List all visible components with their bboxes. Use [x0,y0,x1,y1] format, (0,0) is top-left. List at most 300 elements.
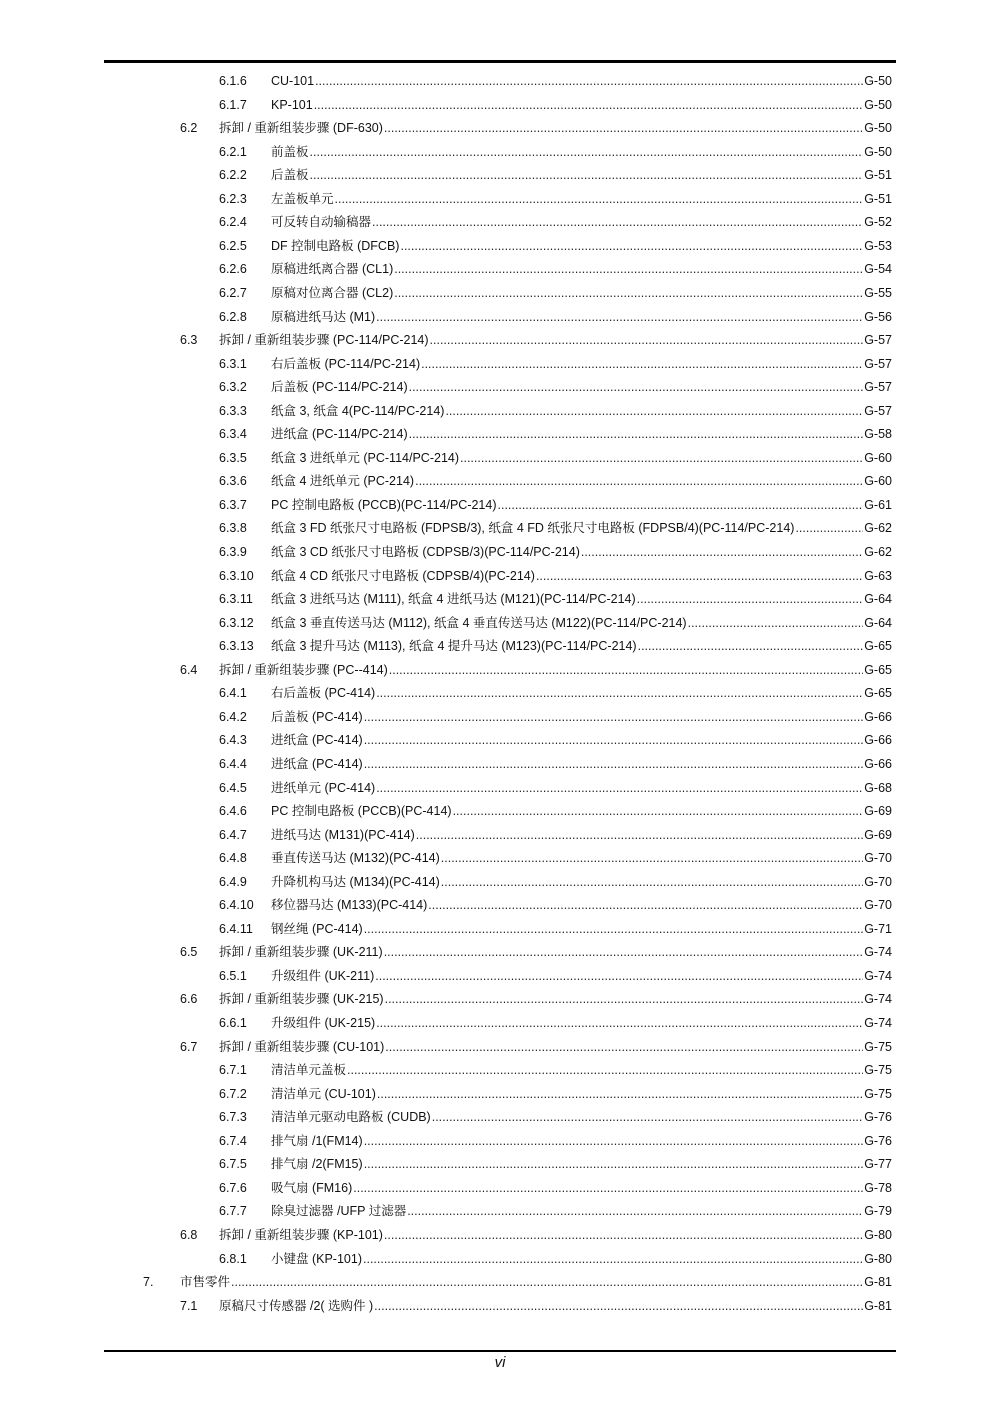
toc-entry-number: 6.4.10 [219,898,254,913]
toc-entry-line [271,235,892,258]
toc-entry-number: 6.3.7 [219,497,247,512]
toc-entry-page: G-69 [864,827,892,842]
toc-entry-title: 拆卸 / 重新组装步骤 (KP-101) [219,1227,383,1242]
toc-entry[interactable] [0,258,1000,281]
toc-entry-number: 6.3.9 [219,545,247,559]
toc-entry-number: 6.7.5 [219,1157,247,1172]
toc-entry-number: 6.3.4 [219,427,247,442]
toc-dot-leader [314,94,864,117]
toc-dot-leader [407,1200,863,1223]
toc-entry-page: G-57 [864,403,892,418]
toc-entry-line [271,871,892,894]
toc-entry-title: 左盖板单元 [271,191,334,206]
toc-entry-title: 垂直传送马达 (M132)(PC-414) [271,851,440,866]
toc-entry-page: G-60 [864,474,892,489]
toc-dot-leader [688,612,864,635]
toc-entry-number: 6.7.2 [219,1086,247,1101]
toc-entry[interactable] [0,164,1000,187]
toc-entry-line [271,282,892,305]
toc-entry[interactable] [0,1083,1000,1106]
toc-entry-title: 升降机构马达 (M134)(PC-414) [271,874,440,889]
toc-entry[interactable] [0,659,1000,682]
toc-dot-leader [310,141,864,164]
toc-entry-number: 6.1.7 [219,97,247,112]
toc-dot-leader [638,635,864,658]
toc-entry[interactable] [0,400,1000,423]
toc-entry[interactable] [0,211,1000,234]
toc-entry-line [271,1177,892,1200]
toc-entry[interactable] [0,376,1000,399]
toc-entry-number: 6.3.3 [219,403,247,418]
toc-entry-page: G-65 [864,639,892,654]
toc-entry-number: 6.7.1 [219,1063,247,1078]
toc-entry-line [271,1153,892,1176]
toc-entry-number: 6.3.10 [219,568,254,583]
toc-entry-number: 6.4.6 [219,804,247,819]
toc-entry[interactable] [0,188,1000,211]
toc-dot-leader [374,1295,863,1318]
toc-entry-number: 6.2.5 [219,238,247,253]
toc-entry-number: 6.2.8 [219,309,247,324]
toc-entry-line [271,588,892,611]
toc-entry[interactable] [0,1271,1000,1294]
toc-entry[interactable] [0,235,1000,258]
toc-entry-number: 6.6.1 [219,1016,247,1030]
toc-entry-title: 纸盒 3 FD 纸张尺寸电路板 (FDPSB/3), 纸盒 4 FD 纸张尺寸电路板 (FDPSB/4)(PC-114/PC-214) [271,521,795,536]
toc-dot-leader [421,353,863,376]
toc-entry-line [271,824,892,847]
toc-entry[interactable] [0,447,1000,470]
toc-entry-number: 6.5.1 [219,968,247,983]
toc-entry-page: G-54 [864,262,892,277]
toc-entry-number: 6.7.3 [219,1110,247,1125]
toc-entry[interactable] [0,1059,1000,1082]
toc-entry-line [271,470,892,493]
toc-entry[interactable] [0,282,1000,305]
toc-entry-number: 6.2.7 [219,285,247,300]
toc-entry-page: G-70 [864,851,892,866]
toc-entry-number: 6.3.6 [219,474,247,489]
toc-entry-number: 6.4.2 [219,709,247,724]
toc-entry-page: G-74 [864,968,892,983]
toc-entry-page: G-50 [864,121,892,136]
toc-dot-leader [432,1106,863,1129]
toc-entry-title: 可反转自动输稿器 [271,215,372,230]
toc-entry[interactable] [0,1106,1000,1129]
toc-entry-number: 6.4.3 [219,733,247,748]
toc-dot-leader [315,70,863,93]
page-number: vi [494,1354,506,1371]
toc-entry-line [271,94,892,117]
toc-entry-number: 6.4.4 [219,756,247,771]
toc-entry-number: 6.2.2 [219,168,247,183]
toc-entry-page: G-75 [864,1063,892,1078]
toc-entry-number: 6.7.7 [219,1204,247,1219]
toc-entry-page: G-62 [864,521,892,536]
toc-entry[interactable] [0,1012,1000,1035]
toc-entry-page: G-64 [864,592,892,607]
toc-entry-page: G-66 [864,709,892,724]
toc-entry-number: 6.3 [180,333,198,348]
toc-entry-title: 拆卸 / 重新组装步骤 (DF-630) [219,121,383,136]
toc-entry-line [219,1224,892,1247]
toc-dot-leader [376,1012,863,1035]
toc-dot-leader [445,400,863,423]
toc-entry-page: G-50 [864,74,892,88]
toc-entry-page: G-51 [864,191,892,206]
toc-entry-title: 纸盒 3 进纸马达 (M111), 纸盒 4 进纸马达 (M121)(PC-114/PC-214) [271,592,636,607]
toc-entry-number: 6.7.6 [219,1180,247,1195]
footer-rule [104,1350,896,1352]
toc-entry[interactable] [0,70,1000,93]
toc-entry-page: G-80 [864,1227,892,1242]
toc-dot-leader [498,494,864,517]
toc-entry-line [271,188,892,211]
toc-entry-number: 6.8 [180,1227,198,1242]
toc-entry-title: 纸盒 3 提升马达 (M113), 纸盒 4 提升马达 (M123)(PC-114/PC-214) [271,639,637,654]
header-rule [104,60,896,63]
toc-entry[interactable] [0,1177,1000,1200]
toc-entry-line [271,1083,892,1106]
toc-dot-leader [384,1224,863,1247]
toc-entry[interactable] [0,1153,1000,1176]
toc-entry-title: 清洁单元驱动电路板 (CUDB) [271,1110,431,1125]
toc-entry-number: 6.3.13 [219,639,254,654]
toc-entry-line [271,1200,892,1223]
toc-entry[interactable] [0,94,1000,117]
toc-entry-number: 6.2.4 [219,215,247,230]
toc-entry-page: G-60 [864,450,892,465]
toc-entry-number: 6.4.8 [219,851,247,866]
toc-entry-title: 进纸盒 (PC-414) [271,733,363,748]
toc-entry-line [271,682,892,705]
toc-entry-page: G-64 [864,615,892,630]
toc-entry-page: G-76 [864,1110,892,1125]
toc-entry-title: 右后盖板 (PC-414) [271,686,376,701]
toc-entry[interactable] [0,141,1000,164]
toc-entry[interactable] [0,517,1000,540]
toc-dot-leader [384,117,863,140]
toc-dot-leader [409,376,864,399]
toc-entry-number: 6.1.6 [219,74,247,88]
toc-entry-title: 排气扇 /2(FM15) [271,1157,363,1172]
toc-dot-leader [394,282,863,305]
toc-entry-title: 纸盒 4 进纸单元 (PC-214) [271,474,415,489]
toc-entry-number: 6.4.7 [219,827,247,842]
toc-dot-leader [364,1130,864,1153]
toc-entry-title: 吸气扇 (FM16) [271,1180,353,1195]
toc-entry-line [271,1106,892,1129]
toc-entry-number: 6.3.11 [219,592,253,607]
toc-dot-leader [795,517,863,540]
toc-entry[interactable] [0,329,1000,352]
toc-entry-title: PC 控制电路板 (PCCB)(PC-114/PC-214) [271,497,497,512]
toc-entry[interactable] [0,588,1000,611]
toc-entry-number: 6.6 [180,992,198,1007]
toc-dot-leader [430,329,864,352]
toc-dot-leader [409,423,864,446]
toc-entry-page: G-56 [864,309,892,324]
toc-entry-number: 6.2.3 [219,191,247,206]
toc-entry-line [271,612,892,635]
toc-entry-line [271,635,892,658]
toc-entry-line [219,941,892,964]
toc-entry-title: 原稿进纸离合器 (CL1) [271,262,394,277]
toc-entry[interactable] [0,612,1000,635]
toc-entry-line [219,659,892,682]
toc-entry[interactable] [0,306,1000,329]
toc-dot-leader [310,164,864,187]
toc-entry[interactable] [0,494,1000,517]
toc-entry-line [180,1271,892,1294]
toc-entry-title: 升级组件 (UK-215) [271,1016,376,1030]
toc-entry-title: 后盖板 [271,168,309,183]
toc-entry[interactable] [0,777,1000,800]
toc-dot-leader [364,753,864,776]
toc-entry-page: G-69 [864,804,892,819]
toc-entry-page: G-74 [864,1016,892,1030]
toc-dot-leader [364,729,864,752]
toc-entry[interactable] [0,941,1000,964]
toc-dot-leader [415,470,863,493]
toc-entry-title: 排气扇 /1(FM14) [271,1133,363,1148]
toc-entry-title: 纸盒 3 垂直传送马达 (M112), 纸盒 4 垂直传送马达 (M122)(PC-114/PC-214) [271,615,687,630]
toc-dot-leader [385,1036,863,1059]
toc-dot-leader [394,258,863,281]
toc-dot-leader [347,1059,863,1082]
toc-entry-line [271,517,892,540]
toc-entry-page: G-57 [864,356,892,371]
toc-entry-page: G-63 [864,568,892,583]
toc-entry-title: 升级组件 (UK-211) [271,968,375,983]
toc-entry-line [271,306,892,329]
toc-dot-leader [428,894,863,917]
toc-entry-page: G-77 [864,1157,892,1172]
toc-entry-page: G-51 [864,168,892,183]
toc-entry-page: G-78 [864,1180,892,1195]
toc-entry-title: 进纸盒 (PC-114/PC-214) [271,427,408,442]
toc-entry-line [271,211,892,234]
toc-entry-number: 6.2 [180,121,198,136]
toc-entry-title: 清洁单元盖板 [271,1063,347,1078]
toc-entry-number: 7.1 [180,1298,198,1313]
toc-entry-title: 移位器马达 (M133)(PC-414) [271,898,428,913]
toc-entry-line [219,117,892,140]
toc-entry-line [271,894,892,917]
toc-entry-title: PC 控制电路板 (PCCB)(PC-414) [271,804,452,819]
toc-dot-leader [637,588,864,611]
toc-entry-title: 市售零件 [180,1275,231,1290]
toc-entry-title: 进纸马达 (M131)(PC-414) [271,827,415,842]
toc-entry-line [271,353,892,376]
toc-entry[interactable] [0,918,1000,941]
toc-dot-leader [375,965,863,988]
toc-entry-title: 纸盒 3 CD 纸张尺寸电路板 (CDPSB/3)(PC-114/PC-214) [271,545,580,559]
toc-dot-leader [416,824,863,847]
toc-entry-line [271,447,892,470]
toc-entry-page: G-66 [864,756,892,771]
toc-entry-line [219,329,892,352]
toc-entry-number: 6.3.2 [219,380,247,395]
toc-entry-page: G-61 [864,497,892,512]
toc-entry-title: 原稿对位离合器 (CL2) [271,285,394,300]
toc-entry-number: 6.8.1 [219,1251,247,1266]
toc-entry-page: G-65 [864,686,892,701]
toc-entry-page: G-81 [864,1298,892,1313]
toc-dot-leader [231,1271,863,1294]
toc-entry-page: G-71 [864,921,892,936]
toc-entry-title: 拆卸 / 重新组装步骤 (CU-101) [219,1039,385,1054]
toc-dot-leader [376,306,863,329]
toc-entry-number: 7. [143,1275,154,1290]
toc-entry-number: 6.2.6 [219,262,247,277]
toc-entry-title: 拆卸 / 重新组装步骤 (PC-114/PC-214) [219,333,429,348]
toc-entry[interactable] [0,894,1000,917]
toc-entry-number: 6.5 [180,945,198,960]
toc-entry-number: 6.2.1 [219,144,247,159]
toc-entry-line [271,565,892,588]
toc-dot-leader [364,706,864,729]
toc-entry-title: 后盖板 (PC-414) [271,709,363,724]
toc-entry-title: 前盖板 [271,144,309,159]
toc-entry-line [271,918,892,941]
toc-dot-leader [384,941,864,964]
toc-entry-line [271,70,892,93]
toc-entry[interactable] [0,1200,1000,1223]
toc-entry-line [271,777,892,800]
toc-entry-title: 钢丝绳 (PC-414) [271,921,363,936]
toc-entry-line [271,1130,892,1153]
toc-dot-leader [353,1177,863,1200]
toc-entry-title: CU-101 [271,74,315,88]
toc-entry-line [271,541,892,564]
toc-entry-title: 纸盒 3, 纸盒 4(PC-114/PC-214) [271,403,445,418]
toc-entry[interactable] [0,682,1000,705]
toc-entry-line [271,423,892,446]
toc-dot-leader [441,871,863,894]
toc-entry-page: G-66 [864,733,892,748]
toc-entry-page: G-53 [864,238,892,253]
toc-entry-line [271,258,892,281]
toc-dot-leader [376,682,863,705]
toc-entry-number: 6.4 [180,662,198,677]
toc-entry-line [271,141,892,164]
toc-entry-title: 原稿进纸马达 (M1) [271,309,376,324]
toc-entry-title: 进纸盒 (PC-414) [271,756,363,771]
toc-entry-line [271,847,892,870]
toc-entry[interactable] [0,871,1000,894]
toc-entry-title: 纸盒 4 CD 纸张尺寸电路板 (CDPSB/4)(PC-214) [271,568,535,583]
toc-entry-page: G-52 [864,215,892,230]
toc-entry-line [219,988,892,1011]
toc-entry-page: G-50 [864,97,892,112]
toc-entry[interactable] [0,824,1000,847]
toc-entry[interactable] [0,706,1000,729]
toc-dot-leader [460,447,863,470]
toc-entry-number: 6.4.9 [219,874,247,889]
toc-entry-page: G-58 [864,427,892,442]
toc-entry-title: 小键盘 (KP-101) [271,1251,362,1266]
toc-entry-title: DF 控制电路板 (DFCB) [271,238,400,253]
toc-entry[interactable] [0,988,1000,1011]
toc-entry-line [271,376,892,399]
toc-entry-page: G-74 [864,992,892,1007]
toc-entry[interactable] [0,470,1000,493]
toc-entry-line [271,1248,892,1271]
toc-entry-line [219,1295,892,1318]
toc-entry-line [271,494,892,517]
toc-entry[interactable] [0,753,1000,776]
toc-dot-leader [364,1153,864,1176]
toc-entry-page: G-75 [864,1039,892,1054]
toc-entry-line [219,1036,892,1059]
toc-entry-line [271,753,892,776]
toc-entry[interactable] [0,729,1000,752]
toc-entry[interactable] [0,117,1000,140]
toc-dot-leader [400,235,863,258]
toc-entry-title: 纸盒 3 进纸单元 (PC-114/PC-214) [271,450,460,465]
toc-entry-page: G-62 [864,545,892,559]
toc-entry[interactable] [0,423,1000,446]
toc-entry-line [271,729,892,752]
toc-entry-page: G-74 [864,945,892,960]
toc-entry[interactable] [0,635,1000,658]
toc-entry-title: 拆卸 / 重新组装步骤 (UK-215) [219,992,384,1007]
toc-entry-line [271,1012,892,1035]
toc-dot-leader [363,1248,863,1271]
toc-entry-page: G-70 [864,874,892,889]
toc-dot-leader [441,847,863,870]
toc-entry[interactable] [0,353,1000,376]
toc-dot-leader [385,988,864,1011]
toc-entry[interactable] [0,1295,1000,1318]
toc-entry-line [271,400,892,423]
toc-entry-number: 6.3.1 [219,356,247,371]
toc-entry-title: KP-101 [271,97,313,112]
toc-entry[interactable] [0,965,1000,988]
toc-entry[interactable] [0,800,1000,823]
toc-entry-number: 6.4.1 [219,686,247,701]
toc-entry-page: G-50 [864,144,892,159]
toc-entry-page: G-57 [864,380,892,395]
toc-dot-leader [376,777,863,800]
toc-dot-leader [453,800,864,823]
toc-entry-page: G-57 [864,333,892,348]
toc-entry-title: 右后盖板 (PC-114/PC-214) [271,356,421,371]
toc-entry-page: G-55 [864,285,892,300]
toc-entry-title: 原稿尺寸传感器 /2( 选购件 ) [219,1298,374,1313]
toc-entry[interactable] [0,847,1000,870]
toc-entry-title: 除臭过滤器 /UFP 过滤器 [271,1204,407,1219]
toc-dot-leader [372,211,863,234]
toc-entry-page: G-76 [864,1133,892,1148]
toc-entry[interactable] [0,1036,1000,1059]
toc-entry[interactable] [0,1130,1000,1153]
toc-dot-leader [536,565,863,588]
toc-entry-page: G-81 [864,1275,892,1290]
toc-dot-leader [581,541,863,564]
toc-entry-page: G-65 [864,662,892,677]
toc-entry-line [271,800,892,823]
toc-entry[interactable] [0,541,1000,564]
toc-entry-title: 清洁单元 (CU-101) [271,1086,376,1101]
toc-entry-line [271,1059,892,1082]
toc-dot-leader [389,659,863,682]
toc-entry[interactable] [0,1248,1000,1271]
toc-entry[interactable] [0,565,1000,588]
toc-entry[interactable] [0,1224,1000,1247]
toc-entry-page: G-80 [864,1251,892,1266]
